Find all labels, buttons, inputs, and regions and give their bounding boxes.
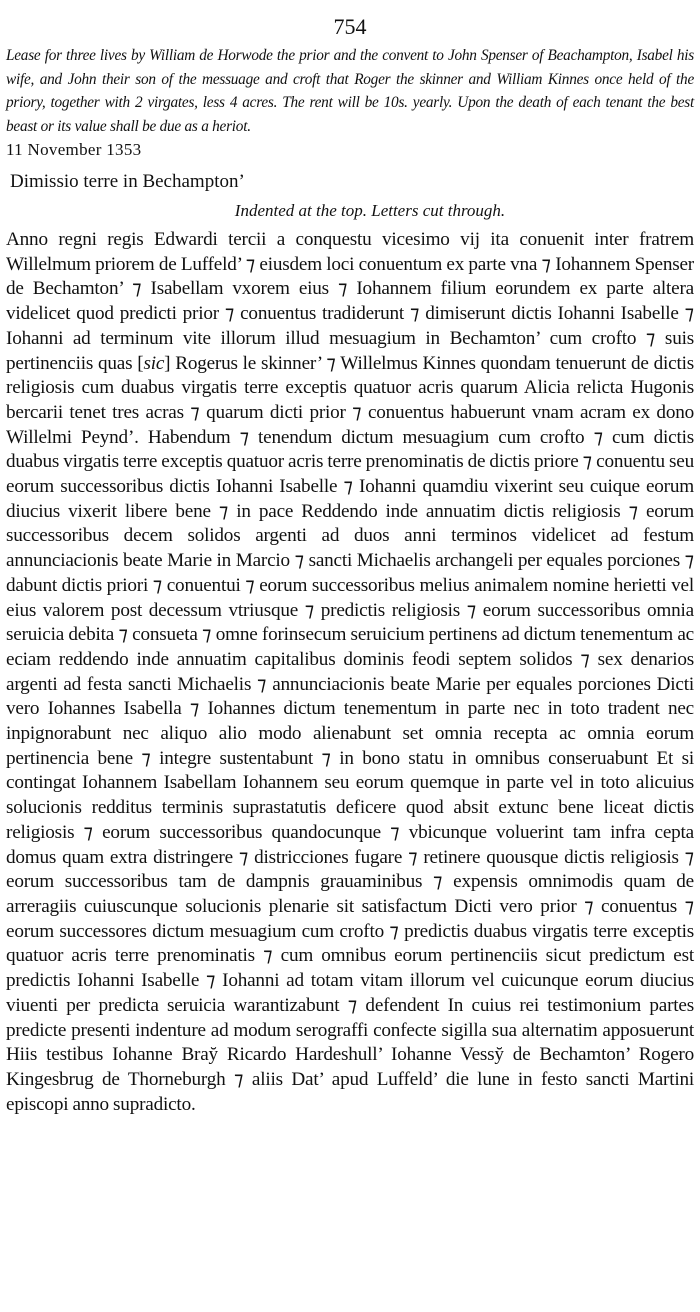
document-title: Dimissio terre in Bechampton’ xyxy=(10,171,245,192)
calendar-summary: Lease for three lives by William de Horwode the prior and the convent to John Spenser of Beachampton, Isabel his wife, and John their son of the messuage and croft that Roger the skinner and William Kinnes once held of the priory, together with 2 virgates, less 4 acres. The rent will be 10s. yearly. Upon the death of each tenant the best beast or its value shall be due as a heriot. xyxy=(6,47,694,135)
page-number: 754 xyxy=(333,14,367,39)
document-date: 11 November 1353 xyxy=(6,140,142,159)
editorial-note: Indented at the top. Letters cut through. xyxy=(234,201,506,220)
charter-text: Anno regni regis Edwardi tercii a conquestu vicesimo vij ita conuenit inter fratrem Willelmum priorem de Luffeld’ ⁊ eiusdem loci conuentum ex parte vna ⁊ Iohannem Spenser de Bechamton’ ⁊ Isabellam vxorem eius ⁊ Iohannem filium eorundem ex parte altera videlicet quod predicti prior ⁊ conuentus tradiderunt ⁊ dimiserunt dictis Iohanni Isabelle ⁊ Iohanni ad terminum vite illorum illud mesuagium in Bechamton’ cum crofto ⁊ suis pertinenciis quas [sic] Rogerus le skinner’ ⁊ Willelmus Kinnes quondam tenuerunt de dictis religiosis cum duabus virgatis terre exceptis quatuor acris quarum Alicia relicta Hugonis bercarii tenet tres acras ⁊ quarum dicti prior ⁊ conuentus habuerunt vnam acram ex dono Willelmi Peynd’. Habendum ⁊ tenendum dictum mesuagium cum crofto ⁊ cum dictis duabus virgatis terre exceptis quatuor acris terre prenominatis de dictis priore ⁊ conuentu seu eorum successoribus dictis Iohanni Isabelle ⁊ Iohanni quamdiu vixerint seu cuique eorum diucius vixerit libere bene ⁊ in pace Reddendo inde annuatim dictis religiosis ⁊ eorum successoribus decem solidos argenti ad duos anni terminos videlicet ad festum annunciacionis beate Marie in Marcio ⁊ sancti Michaelis archangeli per equales porciones ⁊ dabunt dictis priori ⁊ conuentui ⁊ eorum successoribus melius animalem nomine herietti vel eius valorem post decessum vtriusque ⁊ predictis religiosis ⁊ eorum successoribus omnia seruicia debita ⁊ consueta ⁊ omne forinsecum seruicium pertinens ad dictum tenementum ac eciam reddendo inde annuatim capitalibus dominis feodi septem solidos ⁊ sex denarios argenti ad festa sancti Michaelis ⁊ annunciacionis beate Marie per equales porciones Dicti vero Iohannes Isabella ⁊ Iohannes dictum tenementum in parte nec in toto tradent nec inpignorabunt nec aliquo alio modo alienabunt set omnia recepta ac omnia eorum pertinencia bene ⁊ integre sustentabunt ⁊ in bono statu in omnibus conseruabunt Et si contingat Iohannem Isabellam Iohannem seu eorum quemque in parte vel in toto alicuius solucionis redditus terminis suprastatutis deficere quod absit extunc bene liceat dictis religiosis ⁊ eorum successoribus quandocunque ⁊ vbicunque voluerint tam infra cepta domus quam extra distringere ⁊ districciones fugare ⁊ retinere quousque dictis religiosis ⁊ eorum successoribus tam de dampnis grauaminibus ⁊ expensis omnimodis quam de arreragiis cuiuscunque solucionis plenarie sit satisfactum Dicti vero prior ⁊ conuentus ⁊ eorum successores dictum mesuagium cum crofto ⁊ predictis duabus virgatis terre exceptis quatuor acris terre prenominatis ⁊ cum omnibus eorum pertinenciis sicut predictum est predictis Iohanni Isabelle ⁊ Iohanni ad totam vitam illorum vel cuicunque eorum diucius viuenti per predicta seruicia warantizabunt ⁊ defendent In cuius rei testimonium partes predicte presenti indenture ad modum serograffi confecte sigilla sua alternatim apposuerunt Hiis testibus Iohanne Bray̆ Ricardo Hardeshull’ Iohanne Vessy̆ de Bechamton’ Rogero Kingesbrug de Thorneburgh ⁊ aliis Dat’ apud Luffeld’ die lune in festo sancti Martini episcopi anno supradicto. xyxy=(6,229,694,1115)
